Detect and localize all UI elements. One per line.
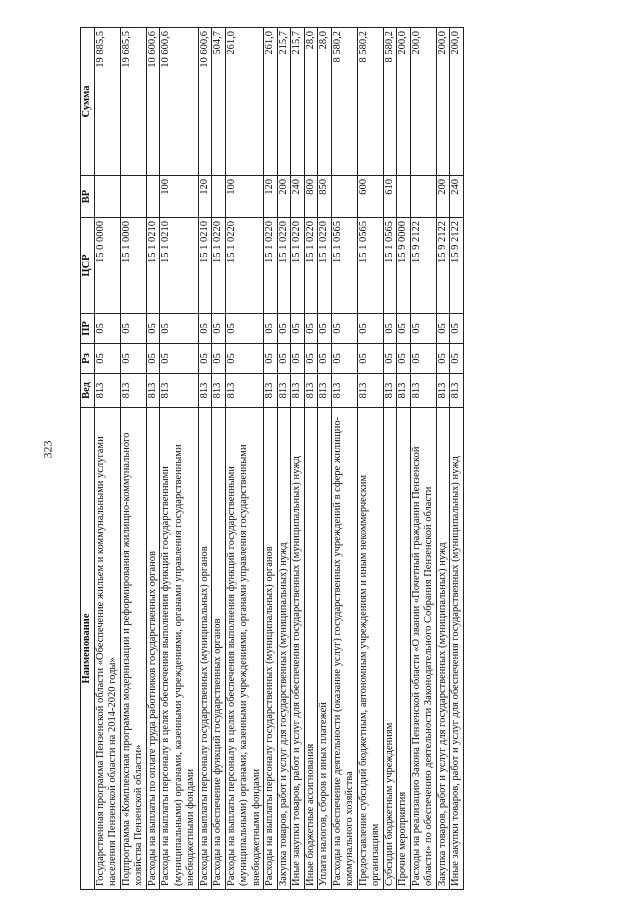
table-row: [264, 28, 278, 890]
cell-ved: 813: [198, 374, 212, 408]
table-row: [383, 28, 397, 890]
cell-ved: 813: [160, 374, 199, 408]
cell-sum: 19 685,5: [120, 28, 146, 176]
cell-name: Иные бюджетные ассигнования: [304, 408, 318, 890]
cell-rz: 05: [357, 344, 383, 374]
cell-ved: 813: [120, 374, 146, 408]
budget-table: [80, 27, 464, 890]
cell-rz: 05: [318, 344, 332, 374]
cell-rz: 05: [397, 344, 411, 374]
cell-name: Иные закупки товаров, работ и услуг для обеспечения государственных (муниципальных) нужд: [450, 408, 464, 890]
cell-csr: 15 1 0220: [277, 218, 291, 314]
cell-vr: [94, 176, 120, 218]
cell-ved: 813: [357, 374, 383, 408]
page-number: 323: [40, 440, 55, 459]
cell-csr: 15 1 0220: [264, 218, 278, 314]
cell-ved: 813: [94, 374, 120, 408]
cell-csr: 15 1 0220: [212, 218, 226, 314]
cell-vr: 100: [160, 176, 199, 218]
cell-vr: 200: [277, 176, 291, 218]
cell-ved: 813: [225, 374, 264, 408]
table-row: [225, 28, 264, 890]
cell-rz: 05: [225, 344, 264, 374]
cell-name: Уплата налогов, сборов и иных платежей: [318, 408, 332, 890]
col-header-ved: Вед: [81, 374, 95, 408]
cell-vr: 850: [318, 176, 332, 218]
cell-pr: 05: [146, 314, 160, 344]
cell-rz: 05: [450, 344, 464, 374]
table-row: [120, 28, 146, 890]
cell-vr: [212, 176, 226, 218]
table-row: [410, 28, 436, 890]
cell-name: Расходы на выплаты персоналу в целях обеспечения выполнения функций государственными (муниципальными) органами, казенными учреждениями, органами управления государственными внебюджетными фондами: [160, 408, 199, 890]
cell-pr: 05: [304, 314, 318, 344]
cell-ved: 813: [436, 374, 450, 408]
table-body: [94, 28, 463, 890]
col-header-name: Наименование: [81, 408, 95, 890]
cell-ved: 813: [410, 374, 436, 408]
cell-sum: 8 580,2: [357, 28, 383, 176]
cell-name: Иные закупки товаров, работ и услуг для обеспечения государственных (муниципальных) нужд: [291, 408, 305, 890]
table-row: [146, 28, 160, 890]
cell-pr: 05: [94, 314, 120, 344]
cell-vr: [397, 176, 411, 218]
col-header-pr: ПР: [81, 314, 95, 344]
cell-ved: 813: [291, 374, 305, 408]
cell-csr: 15 9 0000: [397, 218, 411, 314]
table-row: [94, 28, 120, 890]
cell-pr: 05: [160, 314, 199, 344]
cell-rz: 05: [291, 344, 305, 374]
cell-sum: 28,0: [304, 28, 318, 176]
cell-csr: 15 1 0220: [291, 218, 305, 314]
cell-rz: 05: [264, 344, 278, 374]
cell-csr: 15 9 2122: [450, 218, 464, 314]
cell-rz: 05: [331, 344, 357, 374]
cell-name: Расходы на реализацию Закона Пензенской области «О звании «Почетный гражданин Пензенской области» по обеспечению деятельности Законодательного Собрания Пензенской области: [410, 408, 436, 890]
cell-ved: 813: [304, 374, 318, 408]
table-row: [397, 28, 411, 890]
cell-name: Подпрограмма «Комплексная программа модернизации и реформирования жилищно-коммунального хозяйства Пензенской области»: [120, 408, 146, 890]
table-row: [198, 28, 212, 890]
table-row: [357, 28, 383, 890]
cell-ved: 813: [450, 374, 464, 408]
cell-pr: 05: [277, 314, 291, 344]
cell-rz: 05: [410, 344, 436, 374]
cell-sum: 28,0: [318, 28, 332, 176]
cell-name: Субсидии бюджетным учреждениям: [383, 408, 397, 890]
cell-rz: 05: [120, 344, 146, 374]
cell-sum: 261,0: [225, 28, 264, 176]
cell-name: Расходы на выплаты по оплате труда работников государственных органов: [146, 408, 160, 890]
cell-rz: 05: [383, 344, 397, 374]
cell-pr: 05: [120, 314, 146, 344]
cell-pr: 05: [357, 314, 383, 344]
table-row: [277, 28, 291, 890]
table-row: [450, 28, 464, 890]
cell-rz: 05: [436, 344, 450, 374]
cell-vr: 600: [357, 176, 383, 218]
cell-pr: 05: [436, 314, 450, 344]
cell-ved: 813: [277, 374, 291, 408]
cell-csr: 15 0 0000: [94, 218, 120, 314]
cell-sum: 200,0: [450, 28, 464, 176]
cell-rz: 05: [94, 344, 120, 374]
cell-csr: 15 9 2122: [436, 218, 450, 314]
cell-name: Расходы на обеспечение деятельности (оказание услуг) государственных учреждений в сфере жилищно-коммунального хозяйства: [331, 408, 357, 890]
cell-name: Расходы на выплаты персоналу государственных (муниципальных) органов: [264, 408, 278, 890]
cell-sum: 200,0: [410, 28, 436, 176]
cell-rz: 05: [304, 344, 318, 374]
cell-rz: 05: [160, 344, 199, 374]
cell-pr: 05: [212, 314, 226, 344]
cell-ved: 813: [383, 374, 397, 408]
cell-vr: 610: [383, 176, 397, 218]
col-header-csr: ЦСР: [81, 218, 95, 314]
cell-vr: [410, 176, 436, 218]
table-row: [291, 28, 305, 890]
cell-sum: 8 580,2: [383, 28, 397, 176]
cell-pr: 05: [331, 314, 357, 344]
cell-name: Закупка товаров, работ и услуг для государственных (муниципальных) нужд: [277, 408, 291, 890]
cell-sum: 19 885,5: [94, 28, 120, 176]
cell-pr: 05: [410, 314, 436, 344]
cell-csr: 15 1 0220: [225, 218, 264, 314]
cell-ved: 813: [318, 374, 332, 408]
cell-vr: 100: [225, 176, 264, 218]
cell-name: Закупка товаров, работ и услуг для государственных (муниципальных) нужд: [436, 408, 450, 890]
cell-vr: 120: [198, 176, 212, 218]
cell-csr: 15 1 0000: [120, 218, 146, 314]
cell-pr: 05: [383, 314, 397, 344]
cell-vr: [120, 176, 146, 218]
cell-csr: 15 9 2122: [410, 218, 436, 314]
cell-name: Расходы на выплаты персоналу государственных (муниципальных) органов: [198, 408, 212, 890]
cell-csr: 15 1 0210: [146, 218, 160, 314]
cell-sum: 10 600,6: [146, 28, 160, 176]
cell-sum: 10 600,6: [198, 28, 212, 176]
table-row: [436, 28, 450, 890]
cell-name: Расходы на выплаты персоналу в целях обеспечения выполнения функций государственными (муниципальными) органами, казенными учреждениями, органами управления государственными внебюджетными фондами: [225, 408, 264, 890]
cell-name: Государственная программа Пензенской области «Обеспечение жильем и коммунальными услугами населения Пензенской области на 2014-2020 годы»: [94, 408, 120, 890]
cell-sum: 200,0: [436, 28, 450, 176]
col-header-vr: ВР: [81, 176, 95, 218]
cell-pr: 05: [225, 314, 264, 344]
cell-vr: [331, 176, 357, 218]
cell-rz: 05: [146, 344, 160, 374]
table-row: [212, 28, 226, 890]
table-row: [331, 28, 357, 890]
cell-sum: 261,0: [264, 28, 278, 176]
cell-rz: 05: [198, 344, 212, 374]
col-header-rz: Рз: [81, 344, 95, 374]
cell-sum: 504,7: [212, 28, 226, 176]
cell-csr: 15 1 0565: [357, 218, 383, 314]
cell-name: Прочие мероприятия: [397, 408, 411, 890]
cell-ved: 813: [397, 374, 411, 408]
cell-vr: 120: [264, 176, 278, 218]
cell-pr: 05: [397, 314, 411, 344]
cell-sum: 215,7: [277, 28, 291, 176]
cell-vr: 240: [450, 176, 464, 218]
cell-sum: 200,0: [397, 28, 411, 176]
cell-ved: 813: [212, 374, 226, 408]
cell-pr: 05: [450, 314, 464, 344]
cell-csr: 15 1 0220: [318, 218, 332, 314]
cell-rz: 05: [277, 344, 291, 374]
cell-csr: 15 1 0210: [160, 218, 199, 314]
cell-sum: 10 600,6: [160, 28, 199, 176]
cell-rz: 05: [212, 344, 226, 374]
cell-sum: 8 580,2: [331, 28, 357, 176]
cell-vr: 200: [436, 176, 450, 218]
table-row: [304, 28, 318, 890]
cell-pr: 05: [318, 314, 332, 344]
cell-pr: 05: [264, 314, 278, 344]
cell-ved: 813: [331, 374, 357, 408]
cell-csr: 15 1 0565: [383, 218, 397, 314]
table-row: [318, 28, 332, 890]
rotated-page: [80, 28, 560, 890]
cell-sum: 215,7: [291, 28, 305, 176]
cell-pr: 05: [291, 314, 305, 344]
table-header-row: [81, 28, 95, 890]
cell-csr: 15 1 0565: [331, 218, 357, 314]
cell-name: Предоставление субсидий бюджетным, автономным учреждениям и иным некоммерческим организациям: [357, 408, 383, 890]
cell-ved: 813: [146, 374, 160, 408]
cell-csr: 15 1 0220: [304, 218, 318, 314]
col-header-sum: Сумма: [81, 28, 95, 176]
cell-name: Расходы на обеспечение функций государственных органов: [212, 408, 226, 890]
table-row: [160, 28, 199, 890]
cell-pr: 05: [198, 314, 212, 344]
cell-vr: [146, 176, 160, 218]
cell-ved: 813: [264, 374, 278, 408]
cell-vr: 800: [304, 176, 318, 218]
cell-csr: 15 1 0210: [198, 218, 212, 314]
cell-vr: 240: [291, 176, 305, 218]
